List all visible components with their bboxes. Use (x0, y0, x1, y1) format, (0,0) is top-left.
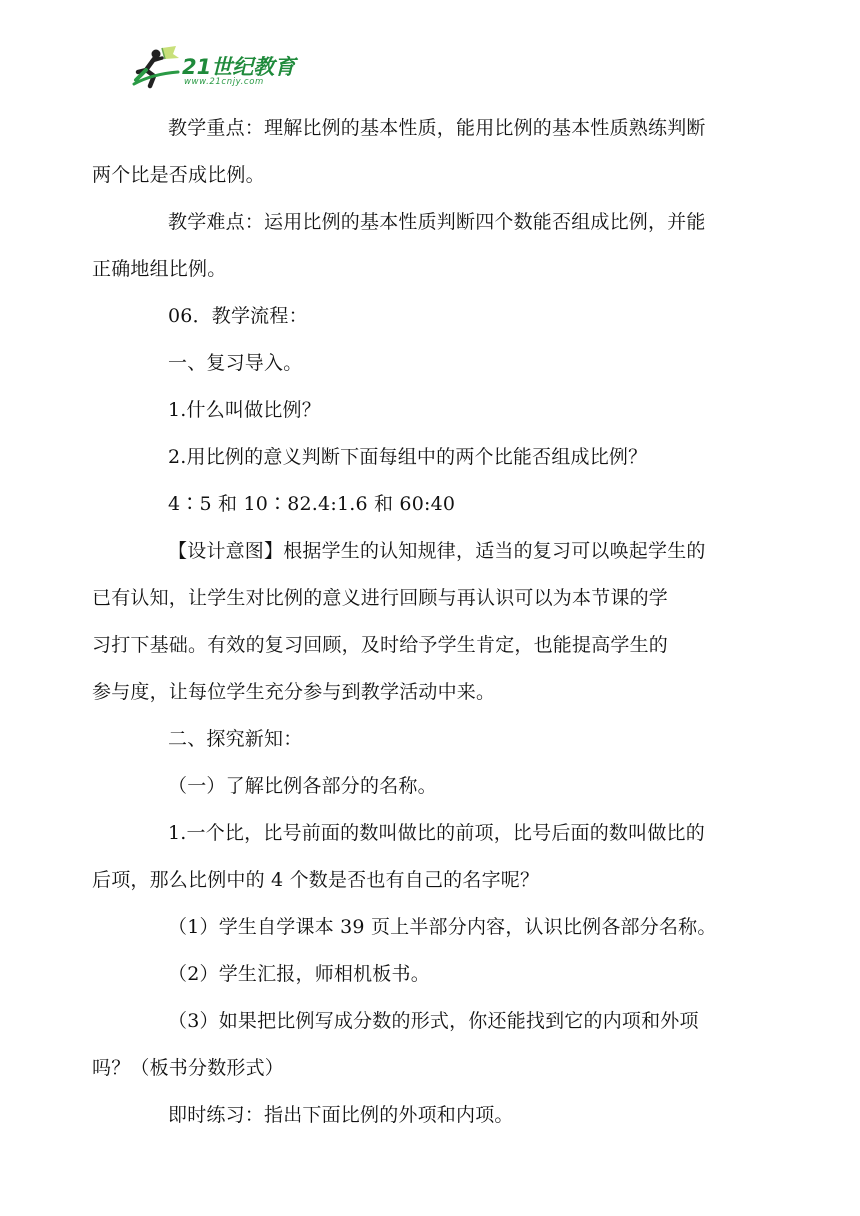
text-line: 一、复习导入。 (168, 352, 303, 374)
paragraph (130, 904, 735, 951)
text-line: 06．教学流程： (168, 305, 308, 327)
text-line: 后项，那么比例中的 4 个数是否也有自己的名字呢？ (92, 869, 540, 891)
paragraph (130, 481, 735, 528)
text-line: 教学重点：理解比例的基本性质，能用比例的基本性质熟练判断 (168, 117, 706, 139)
text-line: 习打下基础。有效的复习回顾，及时给予学生肯定，也能提高学生的 (92, 634, 669, 656)
site-logo (132, 44, 312, 96)
paragraph (130, 293, 735, 340)
text-line: 【设计意图】根据学生的认知规律，适当的复习可以唤起学生的 (168, 540, 706, 562)
paragraph (130, 716, 735, 763)
text-line: 吗？（板书分数形式） (92, 1057, 285, 1079)
paragraph (130, 951, 735, 998)
paragraph (130, 1092, 735, 1139)
paragraph (92, 998, 735, 1092)
text-line: 已有认知，让学生对比例的意义进行回顾与再认识可以为本节课的学 (92, 587, 669, 609)
text-line: 1.什么叫做比例？ (168, 399, 321, 421)
logo-text: 21世纪教育 (182, 55, 296, 79)
text-line: （1）学生自学课本 39 页上半部分内容，认识比例各部分名称。 (168, 916, 717, 938)
text-line: （3）如果把比例写成分数的形式，你还能找到它的内项和外项 (168, 1010, 699, 1032)
paragraph (130, 763, 735, 810)
document-body (92, 105, 735, 1139)
text-line: （一）了解比例各部分的名称。 (168, 775, 437, 797)
text-line: 1.一个比，比号前面的数叫做比的前项，比号后面的数叫做比的 (168, 822, 705, 844)
runner-logo-icon (132, 44, 184, 90)
paragraph (92, 810, 735, 904)
text-line: 教学难点：运用比例的基本性质判断四个数能否组成比例，并能 (168, 211, 706, 233)
text-line: 参与度，让每位学生充分参与到教学活动中来。 (92, 681, 496, 703)
text-line: 2.用比例的意义判断下面每组中的两个比能否组成比例？ (168, 446, 648, 468)
text-line: 二、探究新知： (168, 728, 303, 750)
paragraph (130, 434, 735, 481)
text-line: 两个比是否成比例。 (92, 164, 265, 186)
paragraph (130, 387, 735, 434)
text-line: （2）学生汇报，师相机板书。 (168, 963, 430, 985)
text-line: 4∶5 和 10∶82.4:1.6 和 60:40 (168, 493, 456, 515)
logo-url: www.21cnjy.com (184, 77, 264, 87)
paragraph (130, 340, 735, 387)
paragraph (92, 105, 735, 199)
paragraph (92, 199, 735, 293)
text-line: 正确地组比例。 (92, 258, 227, 280)
text-line: 即时练习：指出下面比例的外项和内项。 (168, 1104, 514, 1126)
paragraph (92, 528, 735, 716)
